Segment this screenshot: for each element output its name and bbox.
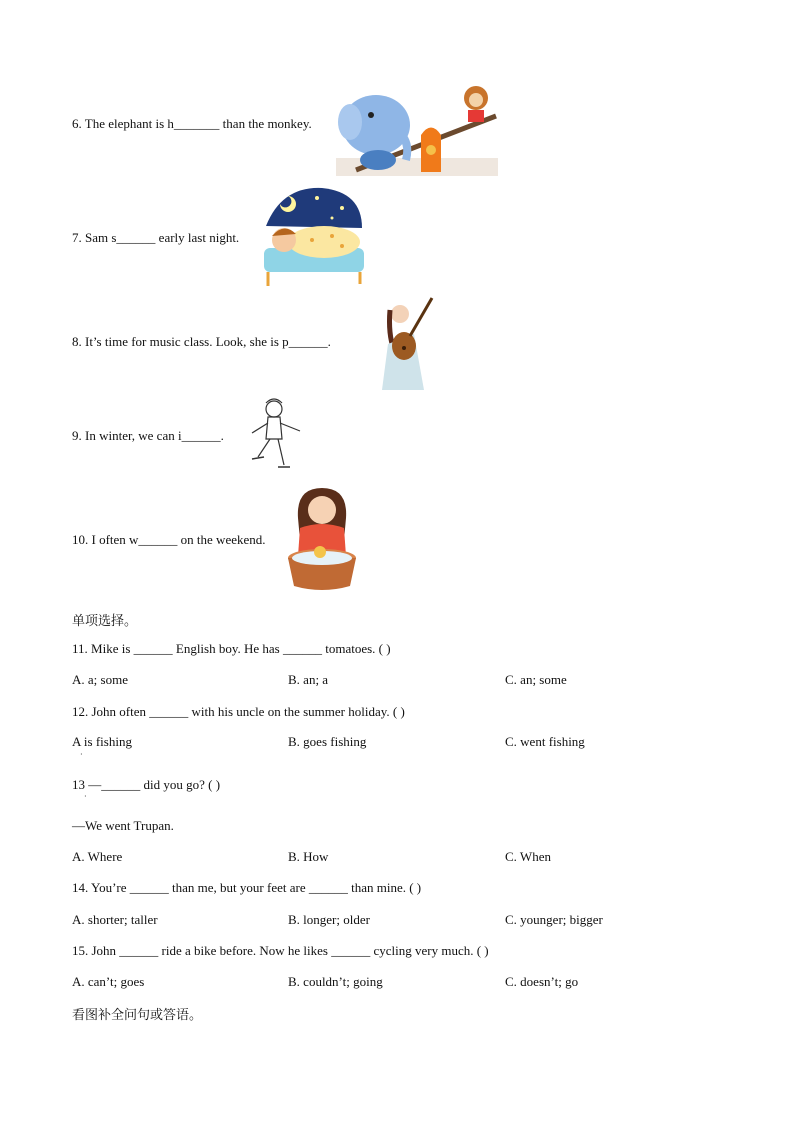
section-title-picture-completion: 看图补全问句或答语。 <box>72 1008 203 1023</box>
pipa-girl-picture <box>378 294 440 392</box>
question-12-stem: 12. John often ______ with his uncle on the summer holiday. ( ) <box>72 704 405 719</box>
question-13-option-b[interactable]: B. How <box>288 849 329 864</box>
stray-dot: · <box>84 792 87 801</box>
washing-girl-picture <box>284 484 360 592</box>
question-7: 7. Sam s______ early last night. <box>72 230 240 245</box>
stray-dot: · <box>80 750 83 759</box>
question-13-option-c[interactable]: C. When <box>505 849 551 864</box>
question-10: 10. I often w______ on the weekend. <box>72 532 266 547</box>
question-11-option-a[interactable]: A. a; some <box>72 672 128 687</box>
question-12-option-a[interactable]: A is fishing <box>72 734 132 749</box>
question-15-option-a[interactable]: A. can’t; goes <box>72 974 145 989</box>
question-12-option-c[interactable]: C. went fishing <box>505 734 585 749</box>
question-14-option-b[interactable]: B. longer; older <box>288 912 370 927</box>
section-title-multiple-choice: 单项选择。 <box>72 614 138 629</box>
question-15-stem: 15. John ______ ride a bike before. Now he likes ______ cycling very much. ( ) <box>72 943 489 958</box>
question-11-stem: 11. Mike is ______ English boy. He has ______ tomatoes. ( ) <box>72 641 391 656</box>
question-6: 6. The elephant is h_______ than the monkey. <box>72 116 312 131</box>
question-15-option-b[interactable]: B. couldn’t; going <box>288 974 383 989</box>
question-11-option-c[interactable]: C. an; some <box>505 672 567 687</box>
question-15-option-c[interactable]: C. doesn’t; go <box>505 974 579 989</box>
skating-boy-picture <box>244 395 306 475</box>
question-14-option-a[interactable]: A. shorter; taller <box>72 912 158 927</box>
question-9: 9. In winter, we can i______. <box>72 428 224 443</box>
question-13-option-a[interactable]: A. Where <box>72 849 123 864</box>
question-14-stem: 14. You’re ______ than me, but your feet are ______ than mine. ( ) <box>72 880 422 895</box>
question-13-stem: 13 —______ did you go? ( ) <box>72 777 221 792</box>
elephant-seesaw-picture <box>336 80 498 176</box>
question-14-option-c[interactable]: C. younger; bigger <box>505 912 603 927</box>
question-12-option-b[interactable]: B. goes fishing <box>288 734 367 749</box>
question-8: 8. It’s time for music class. Look, she is p______. <box>72 334 331 349</box>
question-11-option-b[interactable]: B. an; a <box>288 672 329 687</box>
question-13-answer: —We went Trupan. <box>72 818 174 833</box>
sleeping-boy-picture <box>262 186 366 288</box>
